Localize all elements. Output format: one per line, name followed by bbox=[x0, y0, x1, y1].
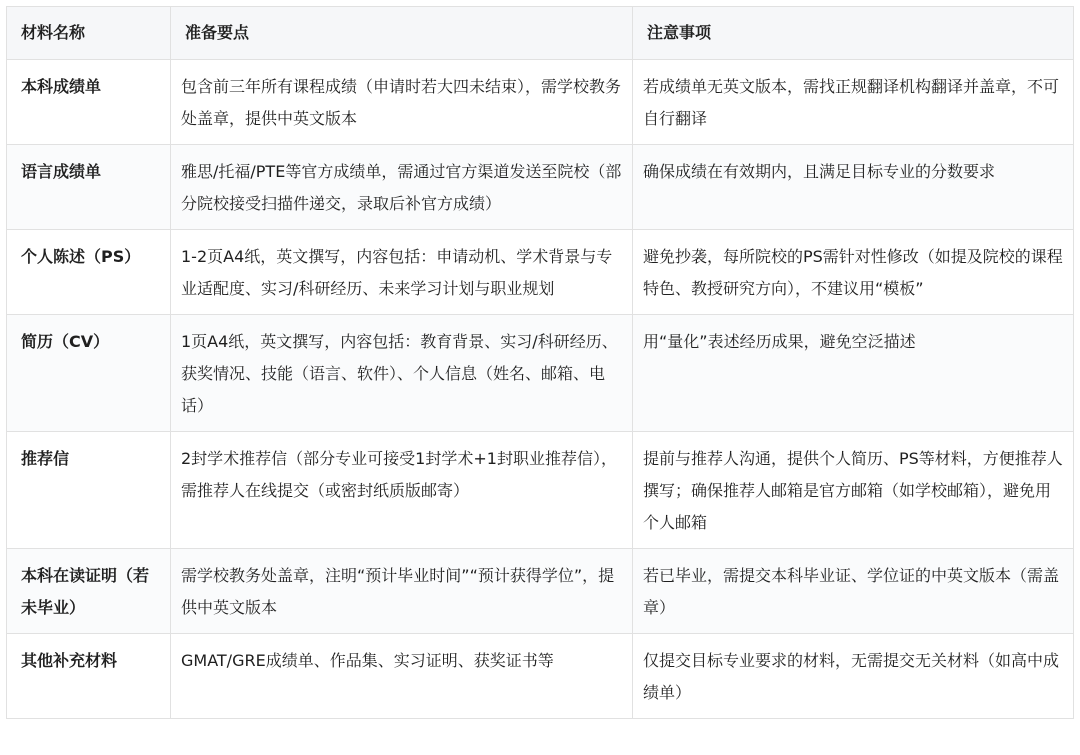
preparation-points-cell: 1页A4纸，英文撰写，内容包括：教育背景、实习/科研经历、获奖情况、技能（语言、软件）、个人信息（姓名、邮箱、电话） bbox=[171, 315, 633, 432]
notes-cell: 避免抄袭，每所院校的PS需针对性修改（如提及院校的课程特色、教授研究方向），不建议用“模板” bbox=[633, 230, 1074, 315]
notes-cell: 若成绩单无英文版本，需找正规翻译机构翻译并盖章，不可自行翻译 bbox=[633, 60, 1074, 145]
header-notes: 注意事项 bbox=[633, 7, 1074, 60]
header-preparation-points: 准备要点 bbox=[171, 7, 633, 60]
material-name-cell: 个人陈述（PS） bbox=[7, 230, 171, 315]
table-header bbox=[7, 7, 1074, 60]
header-material-name: 材料名称 bbox=[7, 7, 171, 60]
table-row bbox=[7, 230, 1074, 315]
table-row bbox=[7, 549, 1074, 634]
material-name-cell: 本科在读证明（若未毕业） bbox=[7, 549, 171, 634]
table-row bbox=[7, 60, 1074, 145]
preparation-points-cell: 1-2页A4纸，英文撰写，内容包括：申请动机、学术背景与专业适配度、实习/科研经历、未来学习计划与职业规划 bbox=[171, 230, 633, 315]
notes-cell: 提前与推荐人沟通，提供个人简历、PS等材料，方便推荐人撰写；确保推荐人邮箱是官方邮箱（如学校邮箱），避免用个人邮箱 bbox=[633, 432, 1074, 549]
table-row bbox=[7, 432, 1074, 549]
preparation-points-cell: 雅思/托福/PTE等官方成绩单，需通过官方渠道发送至院校（部分院校接受扫描件递交，录取后补官方成绩） bbox=[171, 145, 633, 230]
notes-cell: 若已毕业，需提交本科毕业证、学位证的中英文版本（需盖章） bbox=[633, 549, 1074, 634]
notes-cell: 确保成绩在有效期内，且满足目标专业的分数要求 bbox=[633, 145, 1074, 230]
preparation-points-cell: 2封学术推荐信（部分专业可接受1封学术+1封职业推荐信），需推荐人在线提交（或密封纸质版邮寄） bbox=[171, 432, 633, 549]
table-row bbox=[7, 634, 1074, 719]
header-row bbox=[7, 7, 1074, 60]
table-body bbox=[7, 60, 1074, 719]
table-row bbox=[7, 315, 1074, 432]
preparation-points-cell: GMAT/GRE成绩单、作品集、实习证明、获奖证书等 bbox=[171, 634, 633, 719]
material-name-cell: 语言成绩单 bbox=[7, 145, 171, 230]
material-name-cell: 推荐信 bbox=[7, 432, 171, 549]
notes-cell: 用“量化”表述经历成果，避免空泛描述 bbox=[633, 315, 1074, 432]
table-row bbox=[7, 145, 1074, 230]
material-name-cell: 其他补充材料 bbox=[7, 634, 171, 719]
materials-table bbox=[6, 6, 1074, 719]
preparation-points-cell: 需学校教务处盖章，注明“预计毕业时间”“预计获得学位”，提供中英文版本 bbox=[171, 549, 633, 634]
material-name-cell: 本科成绩单 bbox=[7, 60, 171, 145]
preparation-points-cell: 包含前三年所有课程成绩（申请时若大四未结束），需学校教务处盖章，提供中英文版本 bbox=[171, 60, 633, 145]
notes-cell: 仅提交目标专业要求的材料，无需提交无关材料（如高中成绩单） bbox=[633, 634, 1074, 719]
material-name-cell: 简历（CV） bbox=[7, 315, 171, 432]
